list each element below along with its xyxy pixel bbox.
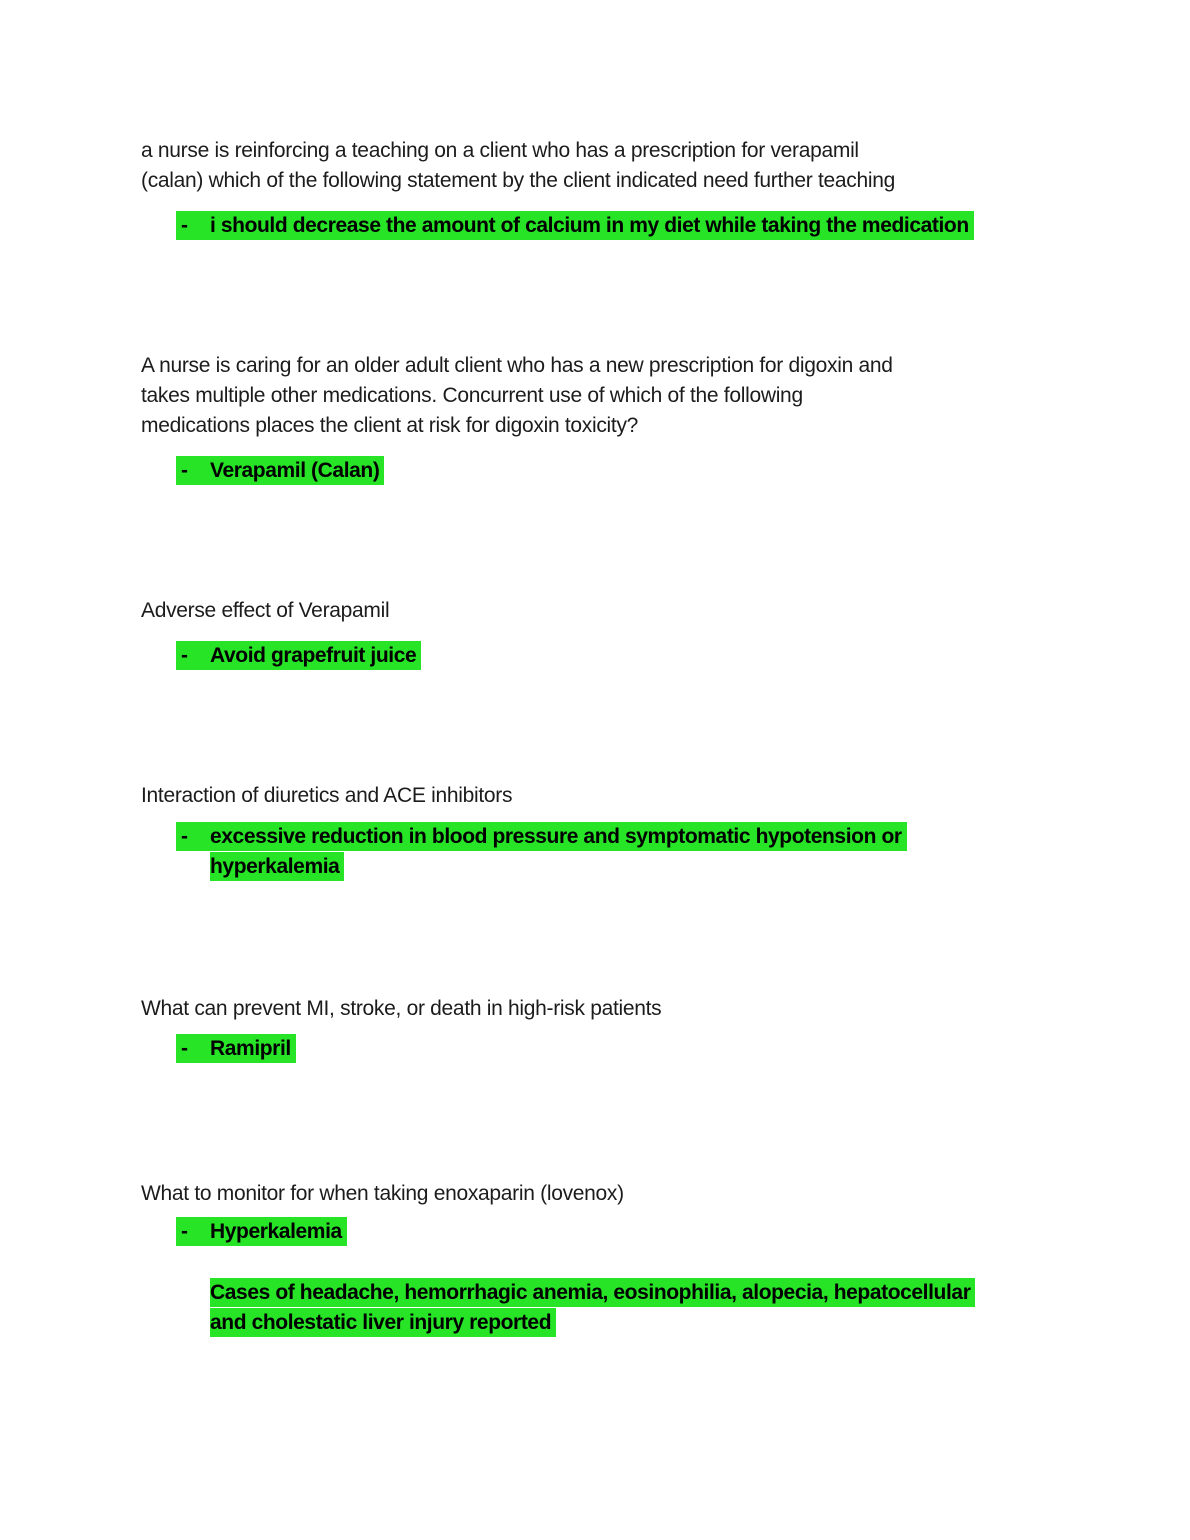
qa-section-verapamil-teaching (141, 136, 1150, 241)
highlighted-answer (176, 1217, 347, 1246)
question-line: Adverse effect of Verapamil (141, 599, 390, 622)
note-block (141, 1278, 1150, 1338)
highlighted-answer (176, 211, 974, 240)
answer-list (141, 641, 1150, 671)
qa-section-prevent-mi-stroke (141, 994, 1150, 1064)
note-line (210, 1308, 1150, 1338)
qa-section-verapamil-adverse-effect (141, 596, 1150, 671)
answer-line (176, 822, 1150, 852)
question-text (141, 596, 1150, 626)
question-text (141, 781, 1150, 811)
answer-line (176, 641, 1150, 671)
answer-line (176, 456, 1150, 486)
question-line: a nurse is reinforcing a teaching on a client who has a prescription for verapamil (141, 139, 859, 162)
answer-text: Ramipril (210, 1037, 291, 1060)
bullet-dash: - (181, 214, 188, 237)
answer-line (176, 1034, 1150, 1064)
answer-text: excessive reduction in blood pressure and symptomatic hypotension or (210, 825, 902, 848)
note-text: Cases of headache, hemorrhagic anemia, eosinophilia, alopecia, hepatocellular (210, 1281, 971, 1304)
answer-text: Verapamil (Calan) (210, 459, 380, 482)
answer-text: Avoid grapefruit juice (210, 644, 417, 667)
answer-text: Hyperkalemia (210, 1220, 342, 1243)
bullet-dash: - (181, 644, 188, 667)
question-line: A nurse is caring for an older adult client who has a new prescription for digoxin and (141, 354, 893, 377)
answer-list (141, 822, 1150, 882)
highlighted-note (210, 1278, 975, 1307)
question-line: takes multiple other medications. Concurrent use of which of the following (141, 384, 803, 407)
highlighted-answer (176, 641, 421, 670)
bullet-dash: - (181, 1037, 188, 1060)
qa-section-digoxin-toxicity (141, 351, 1150, 486)
highlighted-answer (176, 456, 384, 485)
question-line: (calan) which of the following statement by the client indicated need further teaching (141, 169, 895, 192)
bullet-dash: - (181, 459, 188, 482)
note-line (210, 1278, 1150, 1308)
answer-line (210, 852, 1150, 882)
bullet-dash: - (181, 1220, 188, 1243)
answer-text: hyperkalemia (210, 855, 340, 878)
highlighted-note (210, 1308, 556, 1337)
qa-section-diuretics-ace-interaction (141, 781, 1150, 882)
highlighted-answer (210, 852, 344, 881)
answer-list (141, 1217, 1150, 1247)
answer-line (176, 1217, 1150, 1247)
highlighted-answer (176, 1034, 296, 1063)
question-line: medications places the client at risk for digoxin toxicity? (141, 414, 639, 437)
qa-section-enoxaparin-monitoring (141, 1179, 1150, 1338)
question-text (141, 351, 1150, 441)
question-text (141, 136, 1150, 196)
question-line: What to monitor for when taking enoxaparin (lovenox) (141, 1182, 624, 1205)
answer-list (141, 211, 1150, 241)
question-text (141, 994, 1150, 1024)
highlighted-answer (176, 822, 907, 851)
question-text (141, 1179, 1150, 1209)
answer-list (141, 456, 1150, 486)
answer-text: i should decrease the amount of calcium in my diet while taking the medication (210, 214, 969, 237)
question-line: Interaction of diuretics and ACE inhibitors (141, 784, 513, 807)
note-text: and cholestatic liver injury reported (210, 1311, 552, 1334)
answer-list (141, 1034, 1150, 1064)
question-line: What can prevent MI, stroke, or death in high-risk patients (141, 997, 662, 1020)
bullet-dash: - (181, 825, 188, 848)
answer-line (176, 211, 1150, 241)
